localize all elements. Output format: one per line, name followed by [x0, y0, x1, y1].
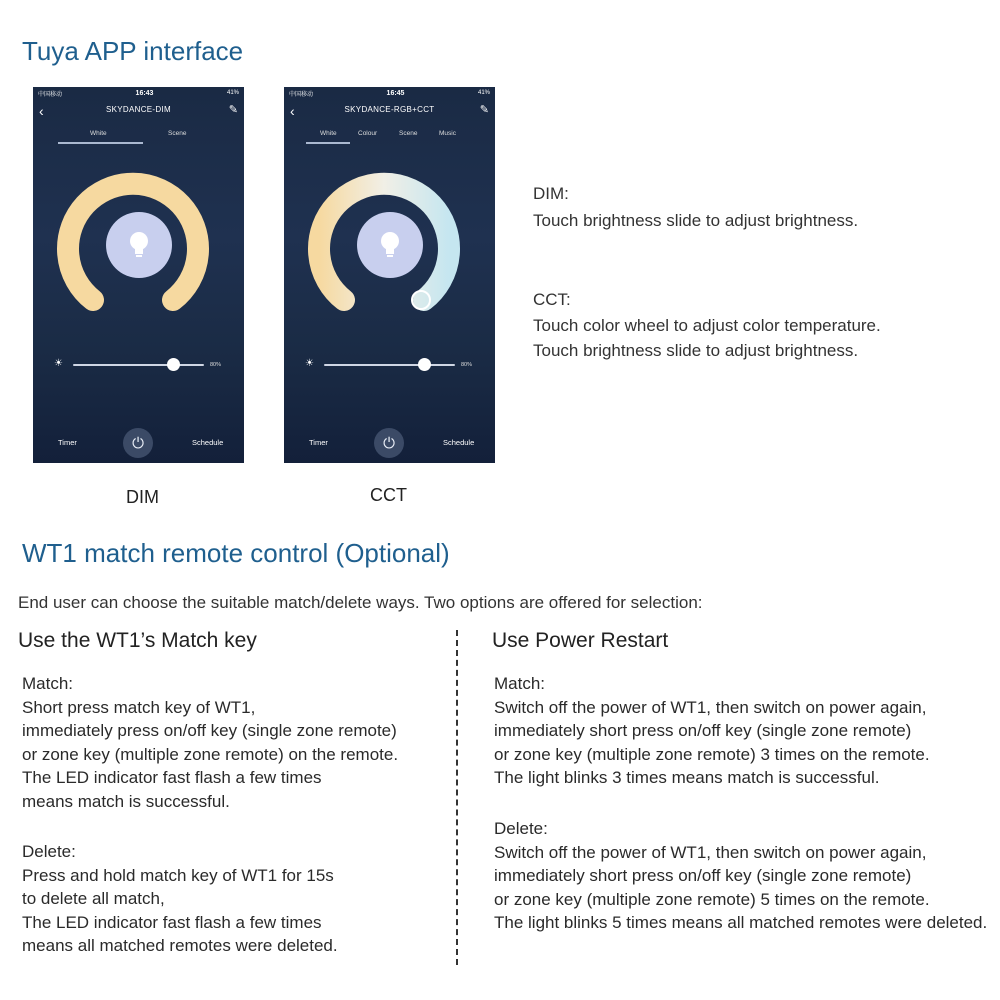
- tab-colour[interactable]: Colour: [358, 130, 378, 137]
- brightness-slider-knob[interactable]: [418, 358, 431, 371]
- wt1-heading: WT1 match remote control (Optional): [22, 538, 450, 568]
- dim-description-line: Touch brightness slide to adjust brightness.: [533, 211, 859, 230]
- right-match-block: [494, 672, 930, 790]
- back-chevron-icon[interactable]: ‹: [290, 103, 295, 119]
- tab-white[interactable]: White: [320, 130, 337, 137]
- schedule-button[interactable]: Schedule: [443, 438, 475, 447]
- lightbulb-icon[interactable]: [106, 212, 172, 278]
- lightbulb-icon[interactable]: [357, 212, 423, 278]
- left-match-line: or zone key (multiple zone remote) on the remote.: [22, 744, 399, 764]
- status-time: 16:43: [135, 89, 154, 97]
- right-match-line: or zone key (multiple zone remote) 3 times on the remote.: [494, 744, 930, 764]
- left-delete-line: to delete all match,: [22, 889, 165, 908]
- pencil-icon[interactable]: ✎: [228, 104, 238, 116]
- cct-description-title: CCT:: [533, 290, 571, 309]
- sun-icon: ☀: [54, 358, 63, 369]
- tab-scene[interactable]: Scene: [399, 130, 418, 137]
- carrier-label: 中国移动: [38, 91, 63, 98]
- left-match-block: [22, 672, 398, 813]
- tab-scene[interactable]: Scene: [168, 130, 187, 137]
- right-column-title: Use Power Restart: [492, 629, 669, 652]
- left-delete-label: Delete:: [22, 842, 76, 861]
- left-delete-line: The LED indicator fast flash a few times: [22, 912, 322, 932]
- brightness-percent: 80%: [210, 362, 222, 368]
- caption-dim: DIM: [126, 487, 159, 507]
- right-delete-label: Delete:: [494, 819, 548, 838]
- brightness-slider-track[interactable]: [73, 364, 204, 366]
- carrier-label: 中国移动: [289, 91, 314, 98]
- caption-cct: CCT: [370, 485, 407, 505]
- power-icon[interactable]: ⏻: [123, 428, 153, 458]
- left-delete-line: Press and hold match key of WT1 for 15s: [22, 865, 334, 885]
- right-match-line: The light blinks 3 times means match is successful.: [494, 768, 880, 787]
- left-match-line: means match is successful.: [22, 791, 230, 811]
- phone-screen-cct: [284, 87, 495, 463]
- battery-label: 41%: [226, 90, 239, 96]
- left-delete-line: means all matched remotes were deleted.: [22, 936, 338, 955]
- tab-music[interactable]: Music: [439, 130, 456, 137]
- brightness-slider-knob[interactable]: [167, 358, 180, 371]
- power-icon[interactable]: ⏻: [374, 428, 404, 458]
- right-delete-block: [494, 817, 987, 935]
- dim-description-title: DIM:: [533, 184, 569, 203]
- left-column-title: Use the WT1’s Match key: [18, 629, 257, 652]
- device-title: SKYDANCE-DIM: [106, 105, 171, 114]
- right-delete-line: immediately short press on/off key (single zone remote): [494, 866, 912, 885]
- cct-description-line-1: Touch color wheel to adjust color temperature.: [533, 316, 881, 335]
- device-title: SKYDANCE-RGB+CCT: [344, 105, 435, 114]
- timer-button[interactable]: Timer: [309, 438, 328, 447]
- left-delete-block: [22, 840, 338, 958]
- cct-description-line-2: Touch brightness slide to adjust brightness.: [533, 341, 859, 360]
- tab-white[interactable]: White: [90, 130, 107, 137]
- right-delete-line: Switch off the power of WT1, then switch on power again,: [494, 842, 927, 862]
- left-match-line: immediately press on/off key (single zone remote): [22, 721, 397, 740]
- tuya-app-heading: Tuya APP interface: [22, 36, 244, 66]
- left-match-line: The LED indicator fast flash a few times: [22, 768, 322, 787]
- left-match-label: Match:: [22, 674, 74, 693]
- left-match-line: Short press match key of WT1,: [22, 697, 256, 717]
- brightness-percent: 80%: [461, 362, 473, 368]
- sun-icon: ☀: [305, 358, 314, 369]
- schedule-button[interactable]: Schedule: [192, 438, 224, 447]
- back-chevron-icon[interactable]: ‹: [39, 103, 44, 119]
- pencil-icon[interactable]: ✎: [479, 104, 489, 116]
- phone-screen-dim: [33, 87, 244, 463]
- right-match-line: immediately short press on/off key (single zone remote): [494, 721, 912, 740]
- timer-button[interactable]: Timer: [58, 438, 77, 447]
- brightness-slider-track[interactable]: [324, 364, 455, 366]
- intro-text: End user can choose the suitable match/delete ways. Two options are offered for selection:: [18, 593, 703, 612]
- right-match-line: Switch off the power of WT1, then switch on power again,: [494, 697, 927, 717]
- right-delete-line: The light blinks 5 times means all matched remotes were deleted.: [494, 913, 988, 932]
- right-match-label: Match:: [494, 674, 546, 693]
- column-divider: [456, 630, 458, 965]
- right-delete-line: or zone key (multiple zone remote) 5 times on the remote.: [494, 889, 930, 909]
- status-time: 16:45: [386, 89, 405, 97]
- battery-label: 41%: [477, 90, 490, 96]
